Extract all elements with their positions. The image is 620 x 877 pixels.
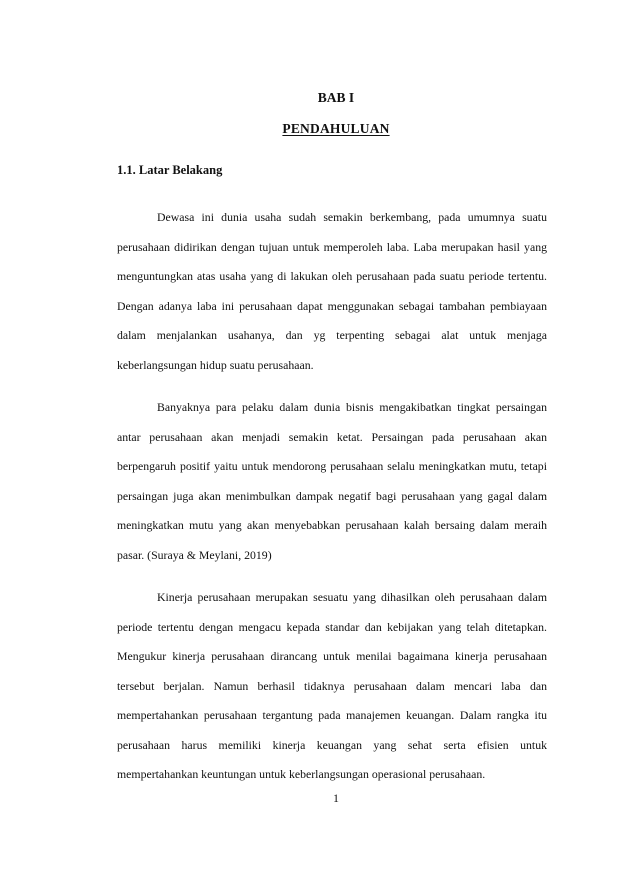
paragraph-1: Dewasa ini dunia usaha sudah semakin berkembang, pada umumnya suatu perusahaan didirikan dengan tujuan untuk memperoleh laba. Laba merupakan hasil yang menguntungkan atas usaha yang di lakukan oleh perusahaan pada suatu periode tertentu. Dengan adanya laba ini perusahaan dapat menggunakan sebagai tambahan pembiayaan dalam menjalankan usahanya, dan yg terpenting sebagai alat untuk menjaga keberlangsungan hidup suatu perusahaan.: [117, 210, 547, 372]
paragraph-3: Kinerja perusahaan merupakan sesuatu yang dihasilkan oleh perusahaan dalam periode tertentu dengan mengacu kepada standar dan kebijakan yang telah ditetapkan. Mengukur kinerja perusahaan dirancang untuk menilai bagaimana kinerja perusahaan tersebut berjalan. Namun berhasil tidaknya perusahaan dalam mencari laba dan mempertahankan perusahaan tergantung pada manajemen keuangan. Dalam rangka itu perusahaan harus memiliki kinerja keuangan yang sehat serta efisien untuk mempertahankan keuntungan untuk keberlangsungan operasional perusahaan.: [117, 590, 547, 781]
chapter-number: BAB I: [317, 90, 355, 105]
paragraph-2: Banyaknya para pelaku dalam dunia bisnis mengakibatkan tingkat persaingan antar perusahaan akan menjadi semakin ketat. Persaingan pada perusahaan akan berpengaruh positif yaitu untuk mendorong perusahaan selalu meningkatkan mutu, tetapi persaingan juga akan menimbulkan dampak negatif bagi perusahaan yang gagal dalam meningkatkan mutu yang akan menyebabkan perusahaan kalah bersaing dalam meraih pasar. (Suraya & Meylani, 2019): [117, 400, 547, 562]
body-text: [117, 203, 547, 803]
chapter-title: PENDAHULUAN: [282, 121, 390, 136]
section-heading: 1.1. Latar Belakang: [117, 163, 223, 177]
page-number: 1: [333, 791, 339, 805]
